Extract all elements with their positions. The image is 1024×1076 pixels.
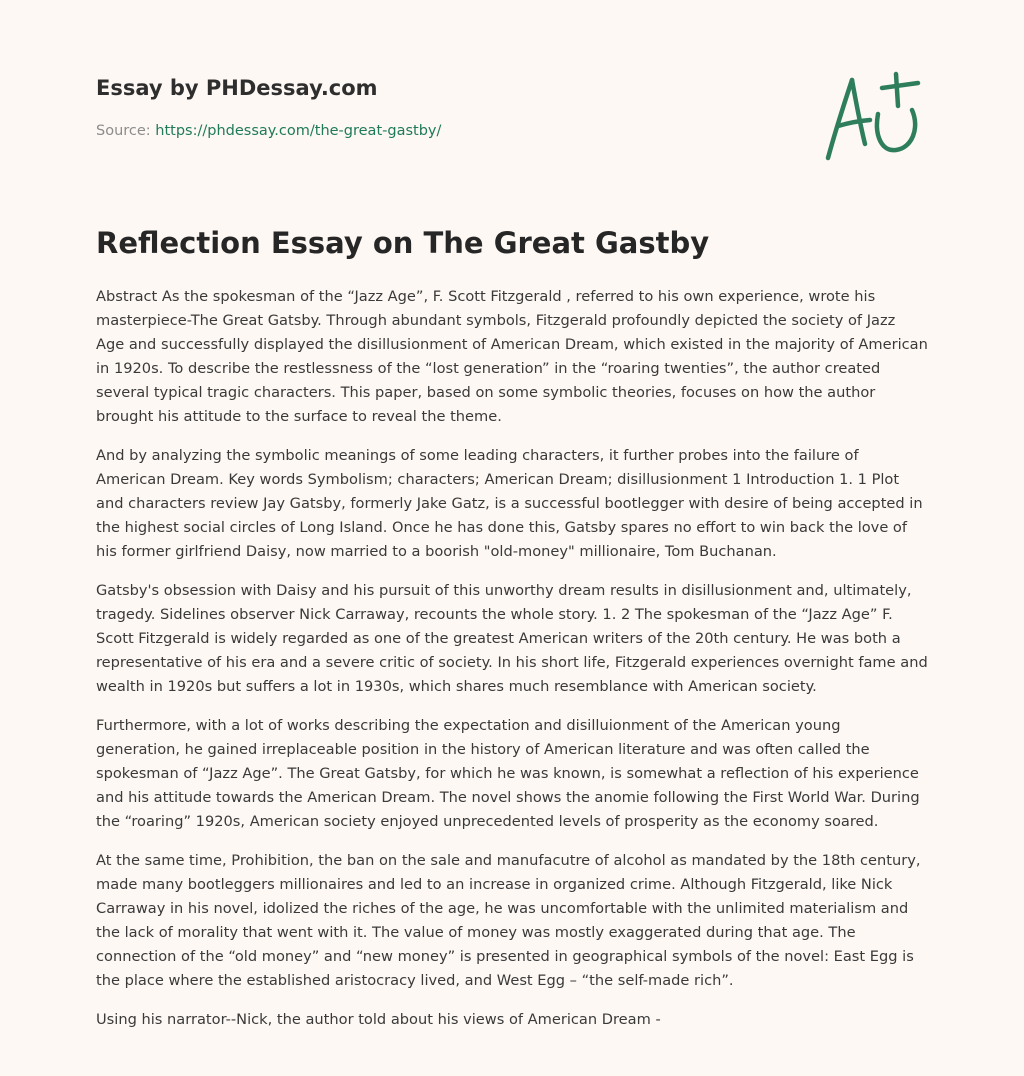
essay-paragraph: And by analyzing the symbolic meanings of some leading characters, it further probes into the failure of American Dream. Key words Symbolism; characters; American Dream; disillusionment 1 Introduction 1. 1 Plot and characters review Jay Gatsby, formerly Jake Gatz, is a successful bootlegger with desire of being accepted in the highest social circles of Long Island. Once he has done this, Gatsby spares no effort to win back the love of his former girlfriend Daisy, now married to a boorish "old-money" millionaire, Tom Buchanan. (96, 447, 923, 560)
source-label: Source: (96, 123, 156, 139)
essay-paragraph: Gatsby's obsession with Daisy and his pursuit of this unworthy dream results in disillusionment and, ultimately, tragedy. Sidelines observer Nick Carraway, recounts the whole story. 1. 2 The spokesman of the “Jazz Age” F. Scott Fitzgerald is widely regarded as one of the greatest American writers of the 20th century. He was both a representative of his era and a severe critic of society. In his short life, Fitzgerald experiences overnight fame and wealth in 1920s but suffers a lot in 1930s, which shares much resemblance with American society. (96, 582, 928, 695)
site-brand: Essay by PHDessay.com (96, 76, 378, 100)
essay-paragraph: Abstract As the spokesman of the “Jazz Age”, F. Scott Fitzgerald , referred to his own experience, wrote his masterpiece-The Great Gatsby. Through abundant symbols, Fitzgerald profoundly depicted the society of Jazz Age and successfully displayed the disillusionment of American Dream, which existed in the majority of American in 1920s. To describe the restlessness of the “lost generation” in the “roaring twenties”, the author created several typical tragic characters. This paper, based on some symbolic theories, focuses on how the author brought his attitude to the surface to reveal the theme. (96, 288, 928, 425)
essay-body (96, 285, 928, 1047)
a-plus-logo-icon (818, 66, 930, 166)
essay-paragraph: At the same time, Prohibition, the ban on the sale and manufacutre of alcohol as mandated by the 18th century, made many bootleggers millionaires and led to an increase in organized crime. Although Fitzgerald, like Nick Carraway in his novel, idolized the riches of the age, he was uncomfortable with the unlimited materialism and the lack of morality that went with it. The value of money was mostly exaggerated during that age. The connection of the “old money” and “new money” is presented in geographical symbols of the novel: East Egg is the place where the established aristocracy lived, and West Egg – “the self-made rich”. (96, 852, 921, 989)
source-line (96, 123, 441, 139)
essay-paragraph: Furthermore, with a lot of works describing the expectation and disilluionment of the American young generation, he gained irreplaceable position in the history of American literature and was often called the spokesman of “Jazz Age”. The Great Gatsby, for which he was known, is somewhat a reflection of his experience and his attitude towards the American Dream. The novel shows the anomie following the First World War. During the “roaring” 1920s, American society enjoyed unprecedented levels of prosperity as the economy soared. (96, 717, 920, 830)
source-link[interactable]: https://phdessay.com/the-great-gastby/ (155, 123, 442, 139)
essay-title: Reflection Essay on The Great Gastby (96, 226, 710, 260)
essay-paragraph: Using his narrator--Nick, the author told about his views of American Dream - (96, 1011, 661, 1028)
